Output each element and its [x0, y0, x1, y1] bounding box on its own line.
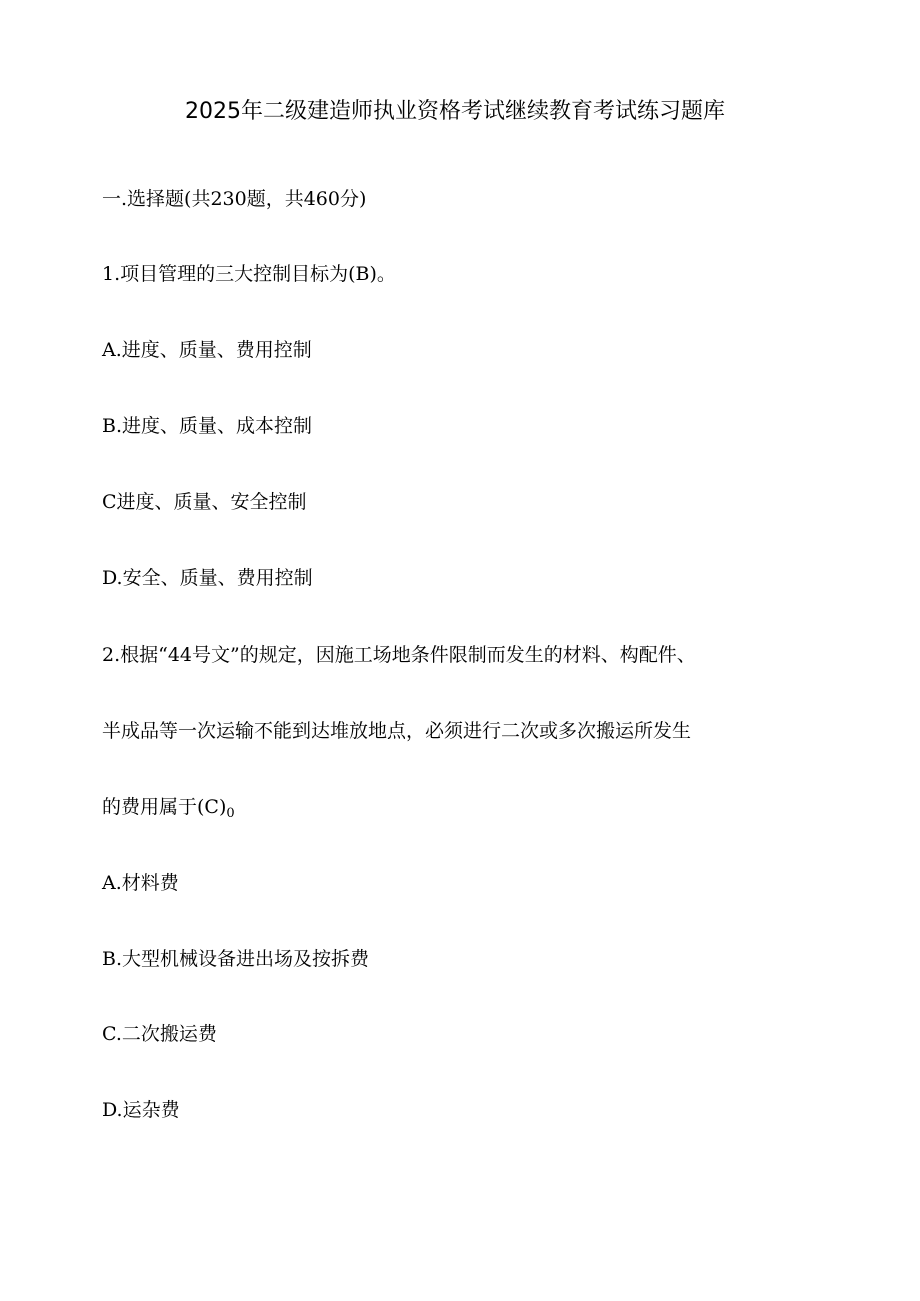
question-2-option-a: A.材料费 — [102, 872, 179, 894]
question-2-stem-text: 的费用属于(C) — [102, 796, 227, 818]
question-2-option-c: C.二次搬运费 — [102, 1023, 217, 1045]
trailing-mark: 0 — [226, 806, 235, 821]
document-title: 2025年二级建造师执业资格考试继续教育考试练习题库 — [185, 99, 725, 124]
question-1-option-d: D.安全、质量、费用控制 — [102, 567, 313, 589]
section-heading: 一.选择题(共230题，共460分) — [102, 188, 367, 210]
question-1-stem: 1.项目管理的三大控制目标为(B)。 — [102, 263, 396, 285]
question-2-stem-line-2: 半成品等一次运输不能到达堆放地点，必须进行二次或多次搬运所发生 — [102, 720, 692, 742]
question-2-option-b: B.大型机械设备进出场及按拆费 — [102, 948, 370, 970]
question-2-option-d: D.运杂费 — [102, 1099, 180, 1121]
question-2-stem-line-3 — [102, 792, 235, 829]
question-1-option-c: C进度、质量、安全控制 — [102, 491, 307, 513]
question-1-option-b: B.进度、质量、成本控制 — [102, 415, 313, 437]
question-1-option-a: A.进度、质量、费用控制 — [102, 339, 312, 361]
question-2-stem-line-1: 2.根据“44号文”的规定，因施工场地条件限制而发生的材料、构配件、 — [102, 644, 696, 666]
